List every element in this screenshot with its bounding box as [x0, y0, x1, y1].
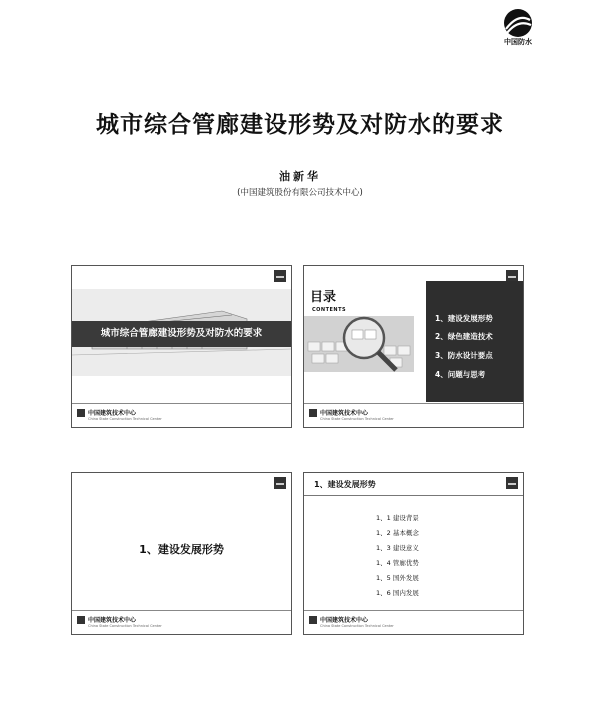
list-item: 1、2 基本概念 [376, 529, 419, 537]
document-title: 城市综合管廊建设形势及对防水的要求 [96, 112, 504, 138]
slide4-header-title: 1、建设发展形势 [314, 480, 376, 489]
slide-thumbnail-2 [303, 265, 524, 428]
contents-subheading: CONTENTS [312, 307, 347, 313]
slide-badge-icon [274, 477, 286, 489]
logo-emblem-icon [501, 8, 535, 38]
slide-thumbnail-3 [71, 472, 292, 635]
org-name: 中国建筑技术中心 [88, 410, 137, 417]
org-logo-icon [77, 616, 85, 624]
slide1-title: 城市综合管廊建设形势及对防水的要求 [72, 321, 291, 347]
org-subtitle: China State Construction Technical Center [320, 417, 394, 421]
slide-footer [304, 610, 523, 634]
slide-footer [304, 403, 523, 427]
list-item: 1、3 建设意义 [376, 544, 419, 552]
contents-item: 4、问题与思考 [435, 370, 486, 379]
org-subtitle: China State Construction Technical Center [88, 417, 162, 421]
org-name: 中国建筑技术中心 [320, 617, 369, 624]
slide-header [304, 473, 523, 496]
contents-item: 3、防水设计要点 [435, 351, 493, 360]
contents-heading: 目录 [310, 290, 337, 305]
slide-badge-icon [274, 270, 286, 282]
list-item: 1、4 管廊优势 [376, 559, 419, 567]
org-logo-icon [309, 409, 317, 417]
logo-caption: 中国防水 [504, 38, 532, 46]
org-name: 中国建筑技术中心 [88, 617, 137, 624]
contents-item: 2、绿色建造技术 [435, 332, 493, 341]
contents-item: 1、建设发展形势 [435, 314, 493, 323]
org-logo-icon [77, 409, 85, 417]
slide-thumbnail-1 [71, 265, 292, 428]
contents-menu [426, 281, 523, 402]
org-name: 中国建筑技术中心 [320, 410, 369, 417]
slide-footer [72, 403, 291, 427]
org-logo-icon [309, 616, 317, 624]
slide-badge-icon [506, 477, 518, 489]
slide-footer [72, 610, 291, 634]
org-subtitle: China State Construction Technical Center [320, 624, 394, 628]
list-item: 1、6 国内发展 [376, 589, 419, 597]
section-title: 1、建设发展形势 [139, 543, 224, 556]
keyboard-magnifier-image [304, 316, 414, 372]
org-subtitle: China State Construction Technical Center [88, 624, 162, 628]
list-item: 1、1 建设背景 [376, 514, 419, 522]
slide-thumbnail-4 [303, 472, 524, 635]
author-name: 油新华 [279, 170, 321, 183]
list-item: 1、5 国外发展 [376, 574, 419, 582]
china-waterproof-logo [494, 8, 542, 50]
author-affiliation: (中国建筑股份有限公司技术中心) [237, 188, 363, 198]
